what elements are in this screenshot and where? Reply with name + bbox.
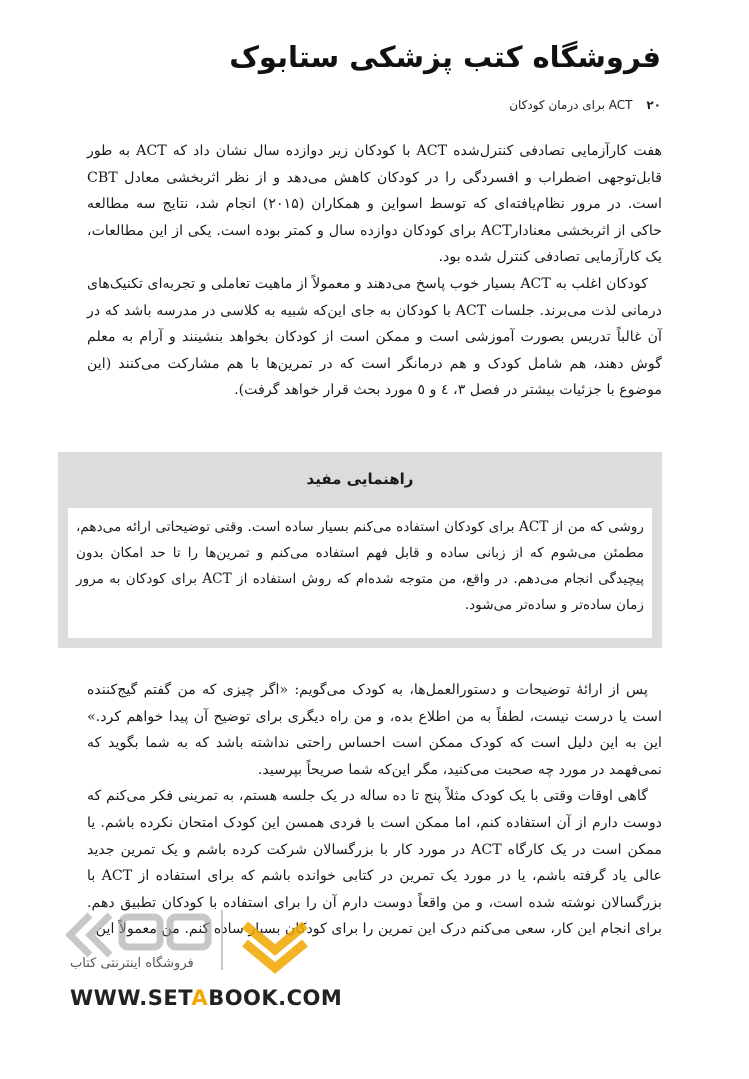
url-accent-letter: A [191, 986, 209, 1010]
site-url [70, 986, 342, 1010]
page-number: ۲۰ [646, 98, 661, 112]
body-text [87, 138, 662, 404]
watermark-brand-text: فروشگاه اینترنتی کتاب [70, 956, 194, 971]
page-title: فروشگاه کتب پزشکی ستابوک [229, 40, 661, 74]
paragraph-2: کودکان اغلب به ACT بسیار خوب پاسخ می‌دهند و معمولاً از ماهیت تعاملی و تجربه‌ای تکنیک‌های درمانی لذت می‌برند. جلسات ACT با کودکان به جای این‌که شبیه به کلاسی در مدرسه باشد که در آن غالباً تدریس بصورت آموزشی است و ممکن است از کودکان بخواهد بنشینند و آرام به معلم گوش دهند، هم شامل کودک و هم درمانگر است که در تمرین‌ها با هم مشارکت می‌کنند (این موضوع با جزئیات بیشتر در فصل ۳، ٤ و ٥ مورد بحث قرار خواهد گرفت). [87, 275, 662, 399]
tip-title: راهنمایی مفید [306, 470, 414, 488]
paragraph-4: گاهی اوقات وقتی با یک کودک مثلاً پنج تا ده ساله در یک جلسه هستم، به تمرینی فکر می‌کنم که دوست دارم از آن استفاده کنم، اما ممکن است با فردی همسن این کودک امتحان نکرده باشم. یا ممکن است در یک کارگاه ACT در مورد کار با بزرگسالان شرکت کرده باشم و یک تمرین جدید عالی یاد گرفته باشم، یا در مورد یک تمرین در کتابی خوانده باشم که برای استفاده از ACT با بزرگسالان نوشته شده است، و من واقعاً دوست دارم آن را برای استفاده با کودکان تطبیق دهم. برای انجام این کار، سعی می‌کنم درک این تمرین را برای کودکان بسیار ساده کنم. من معمولاً این [87, 788, 663, 938]
paragraph-3: پس از ارائهٔ توضیحات و دستورالعمل‌ها، به کودک می‌گویم: «اگر چیزی که من گفتم گیج‌کننده است یا درست نیست، لطفاً به من اطلاع بده، و من راه دیگری برای توضیح آن پیدا خواهم کرد.» این به این دلیل است که کودک ممکن است احساس راحتی نداشته باشد که به شما بگوید که نمی‌فهمد در مورد چه صحبت می‌کنید، مگر این‌که شما صریحاً بپرسید. [87, 682, 662, 778]
running-title: ACT برای درمان کودکان [509, 98, 633, 112]
running-head [509, 98, 661, 112]
tip-body: روشی که من از ACT برای کودکان استفاده می‌کنم بسیار ساده است. وقتی توضیحاتی ارائه می‌دهم، مطمئن می‌شوم که از زبانی ساده و قابل فهم استفاده می‌کنم و تمرین‌ها را تا حد امکان بدون پیچیدگی انجام می‌دهم. در واقع، من متوجه شده‌ام که روش استفاده از ACT برای کودکان به مرور زمان ساده‌تر و ساده‌تر می‌شود. [68, 508, 652, 638]
setabook-logo-icon [60, 905, 350, 985]
tip-box [58, 452, 662, 648]
url-suffix: BOOK.COM [208, 986, 343, 1010]
body-text-2 [87, 677, 662, 943]
url-prefix: WWW.SET [70, 986, 192, 1010]
paragraph-1: هفت کارآزمایی تصادفی کنترل‌شده ACT با کودکان زیر دوازده سال نشان داد که ACT به طور قابل‌توجهی اضطراب و افسردگی را در کودکان کاهش می‌دهد و از نظر اثربخشی معادل CBT است. در مرور نظام‌یافته‌ای که توسط اسواین و همکاران (۲۰۱۵) انجام شد، نتایج سه مطالعه حاکی از اثربخشی معنادارACT برای کودکان دوازده سال و کمتر بوده است. یکی از این مطالعات، یک کارآزمایی تصادفی کنترل شده بود. [87, 143, 663, 266]
